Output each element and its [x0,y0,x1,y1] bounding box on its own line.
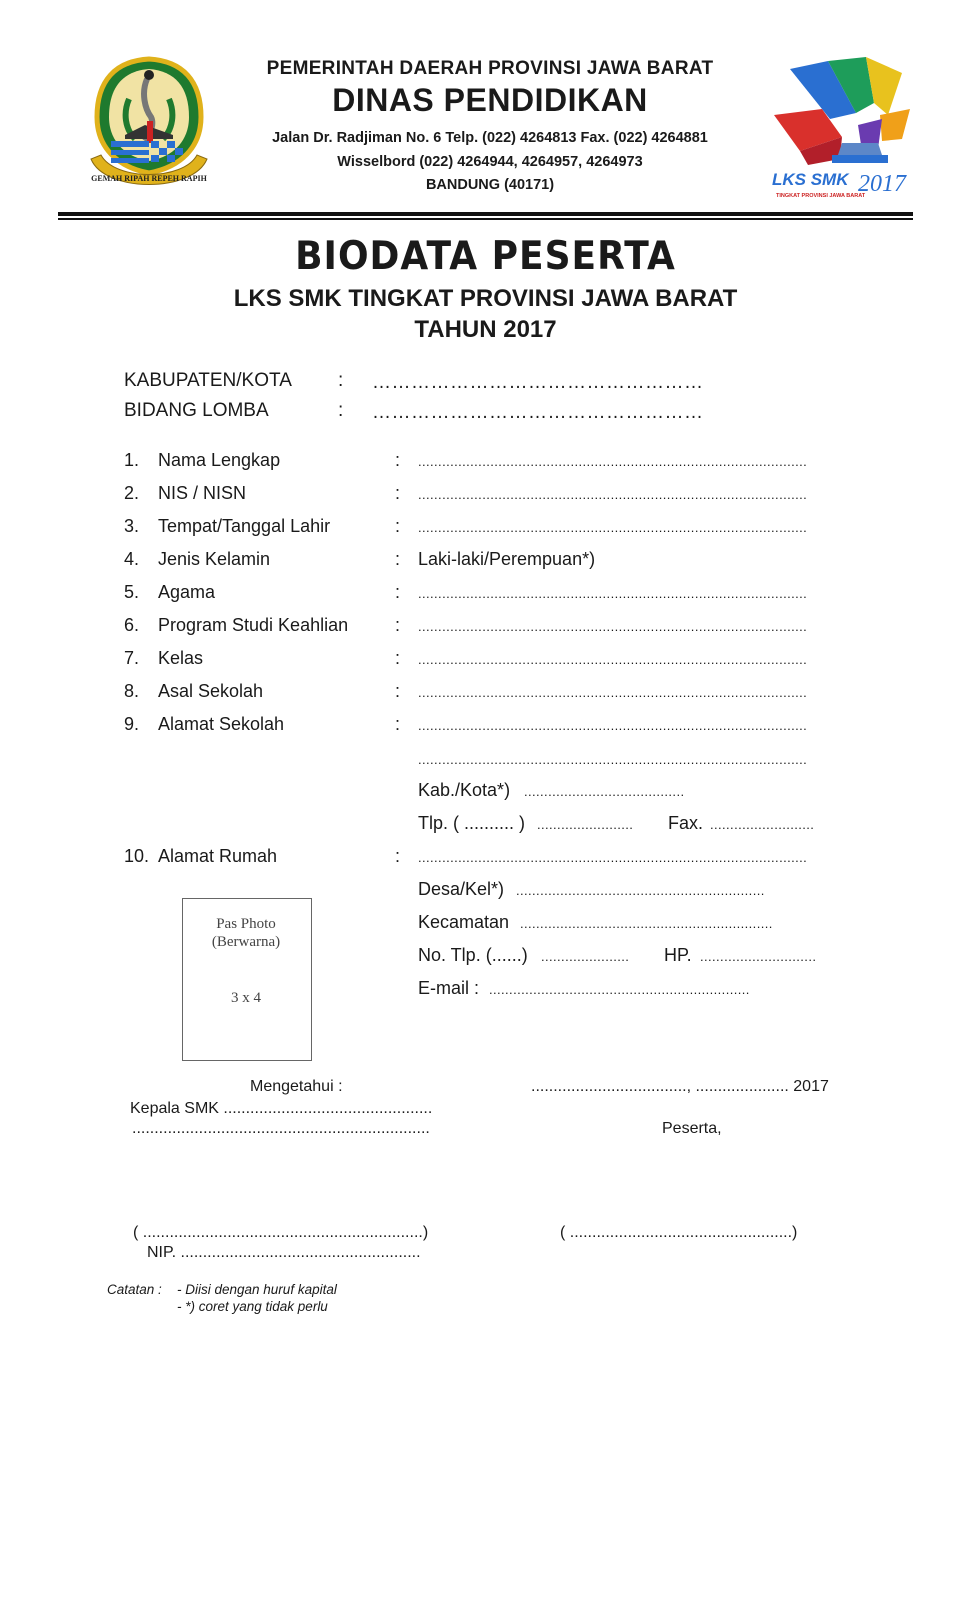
photo-size: 3 x 4 [231,990,261,1006]
hp-label: HP. [664,945,692,965]
bidang-lomba-sep: : [338,400,344,421]
nama-lengkap-label: Nama Lengkap [158,450,281,470]
field-num: 10. [124,846,150,866]
agama-label: Agama [158,582,216,602]
field-sep: : [395,582,401,602]
field-num: 5. [124,582,140,602]
header-rule-thin [58,218,913,220]
nama-lengkap-input[interactable]: ................................................................................................. [418,454,808,469]
field-num: 1. [124,450,140,470]
rumah-tlp-label: No. Tlp. (......) [418,945,528,965]
bidang-lomba-label: BIDANG LOMBA [124,400,269,421]
nis-nisn-label: NIS / NISN [158,483,247,503]
sekolah-tlp-label: Tlp. ( .......... ) [418,813,526,833]
header-rule-thick [58,212,913,216]
field-sep: : [395,681,401,701]
field-sep: : [395,516,401,536]
rumah-tlp-input[interactable]: ...................... [541,949,630,964]
lks-smk-2017-logo-icon [770,55,920,205]
logo-subtitle: TINGKAT PROVINSI JAWA BARAT [776,193,866,199]
alamat-sekolah-label: Alamat Sekolah [158,714,285,734]
field-num: 2. [124,483,140,503]
kepala-signature-name[interactable]: ( ...............................................................) [133,1224,429,1241]
mengetahui-label: Mengetahui : [250,1078,343,1095]
emblem-motto: GEMAH RIPAH REPEH RAPIH [91,174,207,183]
photo-color-note: (Berwarna) [211,934,281,950]
email-input[interactable]: ................................................................. [489,982,750,997]
asal-sekolah-label: Asal Sekolah [158,681,264,701]
program-studi-label: Program Studi Keahlian [158,615,349,635]
desa-kel-input[interactable]: .............................................................. [516,883,765,898]
tempat-tanggal-lahir-label: Tempat/Tanggal Lahir [158,516,331,536]
peserta-signature-name[interactable]: ( ..................................................) [560,1224,798,1241]
desa-kel-label: Desa/Kel*) [418,879,505,899]
form-title: BIODATA PESERTA [295,233,676,280]
field-sep: : [395,483,401,503]
field-num: 6. [124,615,140,635]
hp-input[interactable]: ............................. [700,949,817,964]
field-sep: : [395,648,401,668]
logo-year: 2017 [858,171,906,197]
photo-label: Pas Photo [216,916,276,932]
field-num: 4. [124,549,140,569]
jenis-kelamin-value[interactable]: Laki-laki/Perempuan*) [418,549,596,569]
kabupaten-input[interactable]: …………………………………………… [372,372,704,393]
government-name: PEMERINTAH DAERAH PROVINSI JAWA BARAT [266,58,714,79]
sekolah-tlp-input[interactable]: ........................ [537,817,634,832]
place-date-line[interactable]: ..................................., ..................... 2017 [531,1078,829,1095]
kabupaten-sep: : [338,370,344,391]
notes-label: Catatan : [107,1282,162,1297]
agency-name: DINAS PENDIDIKAN [332,82,648,118]
alamat-rumah-label: Alamat Rumah [158,846,278,866]
kepala-smk-line[interactable]: Kepala SMK ............................................... [130,1100,433,1117]
field-num: 8. [124,681,140,701]
kecamatan-input[interactable]: ............................................................... [520,916,773,931]
kepala-smk-line-2[interactable]: ................................................................... [132,1120,430,1137]
program-studi-input[interactable]: ................................................................................................. [418,619,808,634]
kabupaten-label: KABUPATEN/KOTA [124,370,292,391]
note-item: - Diisi dengan huruf kapital [177,1282,337,1297]
field-sep: : [395,615,401,635]
field-sep: : [395,549,401,569]
sekolah-fax-input[interactable]: .......................... [710,817,815,832]
address-line-2: Wisselbord (022) 4264944, 4264957, 4264973 [337,154,643,170]
kelas-label: Kelas [158,648,204,668]
field-sep: : [395,450,401,470]
jawa-barat-emblem-icon [85,55,213,203]
alamat-rumah-input[interactable]: ................................................................................................. [418,850,808,865]
logo-lks-text: LKS SMK [772,170,849,189]
jenis-kelamin-label: Jenis Kelamin [158,549,271,569]
nip-line[interactable]: NIP. ...................................................... [147,1244,421,1261]
field-sep: : [395,846,401,866]
peserta-label: Peserta, [662,1120,722,1137]
agama-input[interactable]: ................................................................................................. [418,586,808,601]
note-item: - *) coret yang tidak perlu [177,1299,328,1314]
field-sep: : [395,714,401,734]
tempat-tanggal-lahir-input[interactable]: ................................................................................................. [418,520,808,535]
field-num: 7. [124,648,140,668]
kab-kota-label: Kab./Kota*) [418,780,511,800]
email-label: E-mail : [418,978,480,998]
sekolah-fax-label: Fax. [668,813,704,833]
form-subtitle-1: LKS SMK TINGKAT PROVINSI JAWA BARAT [233,285,738,312]
address-line-1: Jalan Dr. Radjiman No. 6 Telp. (022) 4264813 Fax. (022) 4264881 [272,130,708,146]
kelas-input[interactable]: ................................................................................................. [418,652,808,667]
alamat-sekolah-input-line2[interactable]: ................................................................................................. [418,752,808,767]
asal-sekolah-input[interactable]: ................................................................................................. [418,685,808,700]
address-line-3: BANDUNG (40171) [425,177,555,193]
nis-nisn-input[interactable]: ................................................................................................. [418,487,808,502]
kab-kota-input[interactable]: ........................................ [524,784,685,799]
field-num: 3. [124,516,140,536]
bidang-lomba-input[interactable]: …………………………………………… [372,402,704,423]
kecamatan-label: Kecamatan [418,912,510,932]
form-subtitle-2: TAHUN 2017 [414,316,557,343]
alamat-sekolah-input[interactable]: ................................................................................................. [418,718,808,733]
field-num: 9. [124,714,140,734]
